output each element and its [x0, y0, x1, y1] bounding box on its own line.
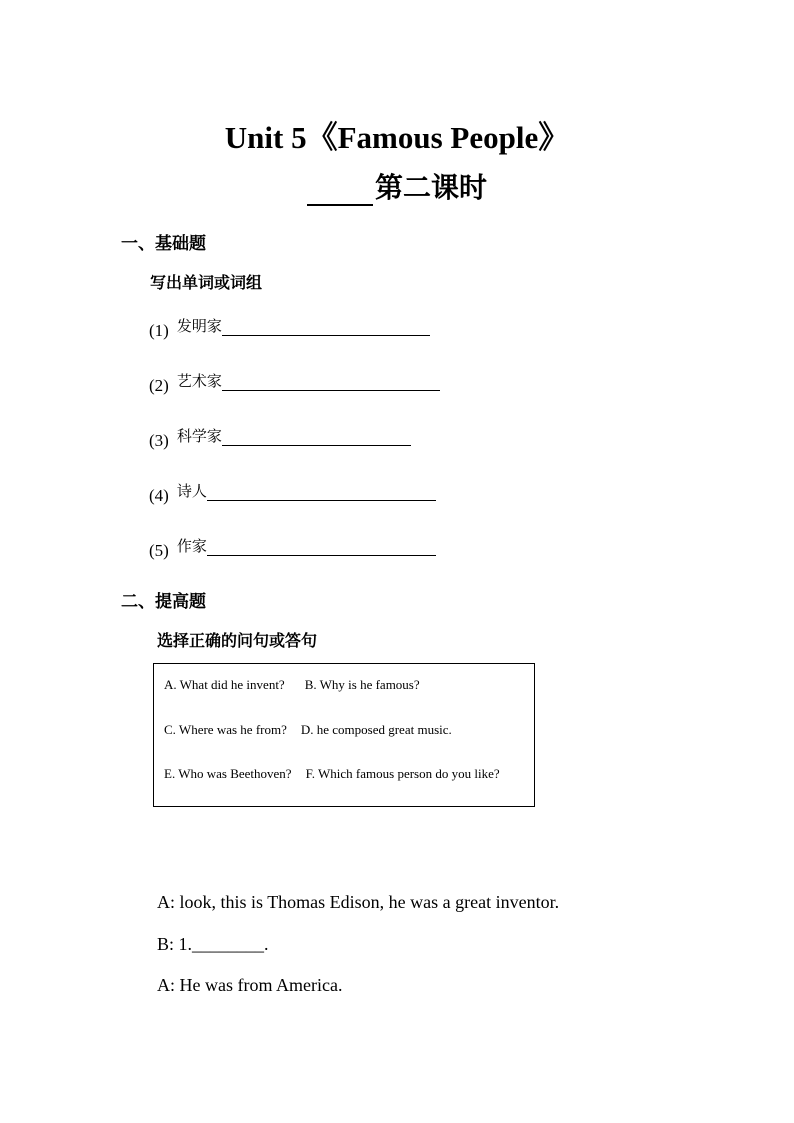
page-subtitle: [0, 166, 794, 206]
section-2-heading: 二、提高题: [121, 592, 206, 612]
options-box: [153, 663, 535, 807]
answer-line[interactable]: [222, 373, 440, 391]
option-e: E. Who was Beethoven?: [164, 766, 292, 781]
vocab-item-1: [149, 318, 430, 341]
options-row-2: [164, 722, 452, 738]
options-row-3: [164, 766, 500, 782]
answer-line[interactable]: [222, 318, 430, 336]
item-number: (3): [149, 431, 169, 450]
section-1-heading: 一、基础题: [121, 234, 206, 254]
item-number: (1): [149, 321, 169, 340]
vocab-item-5: [149, 538, 436, 561]
option-d: D. he composed great music.: [300, 722, 452, 737]
item-number: (2): [149, 376, 169, 395]
page-title: Unit 5《Famous People》: [224, 120, 570, 155]
vocab-item-4: [149, 483, 436, 506]
item-word: 诗人: [176, 482, 207, 500]
option-f: F. Which famous person do you like?: [305, 766, 500, 781]
item-word: 作家: [176, 537, 207, 555]
section-2-instruction: 选择正确的问句或答句: [157, 631, 318, 650]
option-b: B. Why is he famous?: [304, 677, 420, 692]
answer-line[interactable]: [207, 538, 436, 556]
item-number: (5): [149, 541, 169, 560]
item-word: 科学家: [176, 427, 222, 445]
answer-line[interactable]: [207, 483, 436, 501]
subtitle-text: 第二课时: [374, 173, 487, 204]
answer-line[interactable]: [222, 428, 411, 446]
option-a: A. What did he invent?: [164, 677, 285, 692]
item-number: (4): [149, 486, 169, 505]
section-1-instruction: 写出单词或词组: [150, 273, 263, 292]
dialogue-line-2: B: 1.________.: [157, 934, 269, 954]
dialogue-line-1: A: look, this is Thomas Edison, he was a great inventor.: [157, 892, 560, 912]
subtitle-blank: [307, 178, 373, 206]
vocab-item-3: [149, 428, 411, 451]
item-word: 发明家: [176, 317, 222, 335]
option-c: C. Where was he from?: [164, 722, 287, 737]
item-word: 艺术家: [176, 372, 222, 390]
dialogue-line-3: A: He was from America.: [157, 975, 343, 995]
options-row-1: [164, 677, 420, 693]
vocab-item-2: [149, 373, 440, 396]
